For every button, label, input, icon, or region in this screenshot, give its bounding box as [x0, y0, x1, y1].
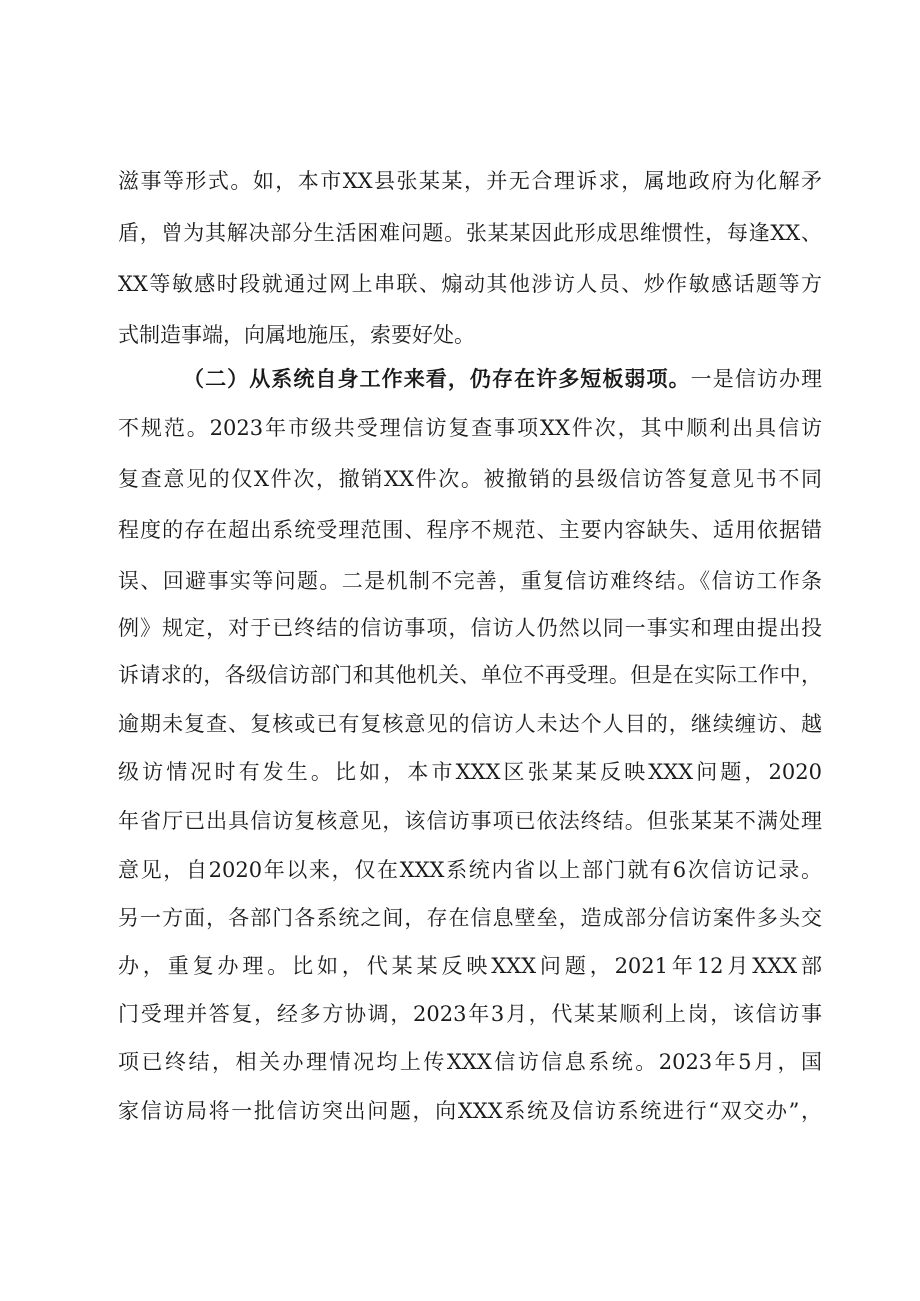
paragraph-line: 误、回避事实等问题。二是机制不完善，重复信访难终结。《信访工作条 — [118, 569, 822, 593]
paragraph-line: 程度的存在超出系统受理范围、程序不规范、主要内容缺失、适用依据错 — [118, 518, 822, 542]
paragraph-line: 滋事等形式。如，本市XX县张某某，并无合理诉求，属地政府为化解矛 — [118, 169, 822, 193]
section-heading-line — [183, 362, 822, 396]
paragraph-line: XX等敏感时段就通过网上串联、煽动其他涉访人员、炒作敏感话题等方 — [118, 272, 822, 296]
paragraph-line: 不规范。2023年市级共受理信访复查事项XX件次，其中顺利出具信访 — [118, 416, 822, 440]
paragraph-line: 项已终结，相关办理情况均上传XXX信访信息系统。2023年5月，国 — [118, 1050, 822, 1074]
section-heading: （二）从系统自身工作来看，仍存在许多短板弱项。 — [183, 366, 691, 391]
paragraph-line: 门受理并答复，经多方协调，2023年3月，代某某顺利上岗，该信访事 — [118, 1002, 822, 1026]
paragraph-line: 意见，自2020年以来，仅在XXX系统内省以上部门就有6次信访记录。 — [118, 858, 822, 882]
paragraph-line: 逾期未复查、复核或已有复核意见的信访人未达个人目的，继续缠访、越 — [118, 712, 822, 736]
paragraph-line: 办，重复办理。比如，代某某反映XXX问题，2021年12月XXX部 — [118, 954, 822, 978]
paragraph-line: 级访情况时有发生。比如，本市XXX区张某某反映XXX问题，2020 — [118, 760, 822, 784]
paragraph-line: 诉请求的，各级信访部门和其他机关、单位不再受理。但是在实际工作中， — [118, 663, 822, 687]
paragraph-line: 复查意见的仅X件次，撤销XX件次。被撤销的县级信访答复意见书不同 — [118, 467, 822, 491]
heading-line-rest: 一是信访办理 — [690, 367, 822, 391]
paragraph-line: 另一方面，各部门各系统之间，存在信息壁垒，造成部分信访案件多头交 — [118, 906, 822, 930]
paragraph-line: 家信访局将一批信访突出问题，向XXX系统及信访系统进行“双交办”， — [118, 1099, 822, 1123]
paragraph-line: 例》规定，对于已终结的信访事项，信访人仍然以同一事实和理由提出投 — [118, 616, 822, 640]
paragraph-line: 式制造事端，向属地施压，索要好处。 — [118, 323, 475, 347]
paragraph-line: 盾，曾为其解决部分生活困难问题。张某某因此形成思维惯性，每逢XX、 — [118, 221, 822, 245]
paragraph-line: 年省厅已出具信访复核意见，该信访事项已依法终结。但张某某不满处理 — [118, 809, 822, 833]
